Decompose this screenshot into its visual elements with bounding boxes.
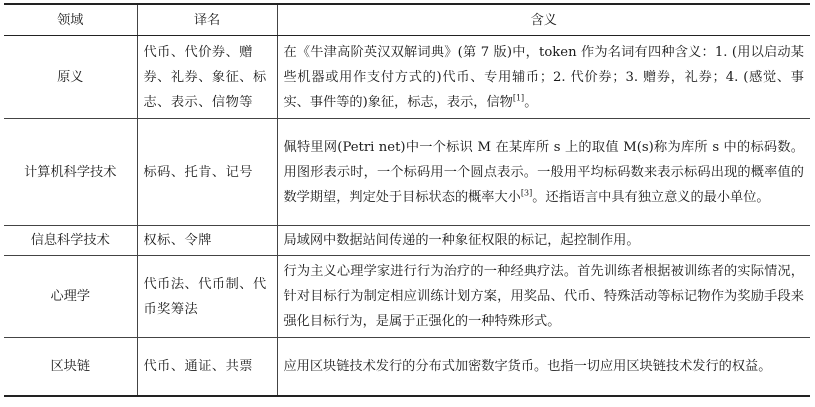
header-translation: 译名 <box>137 4 277 36</box>
table-row <box>4 226 810 256</box>
meaning-cell <box>277 256 810 338</box>
meaning-text-tail: 。还指语言中具有独立意义的最小单位。 <box>532 189 770 205</box>
field-cell: 心理学 <box>4 256 137 338</box>
meaning-cell <box>277 36 810 119</box>
meaning-text: 局域网中数据站间传递的一种象征权限的标记，起控制作用。 <box>283 233 640 248</box>
field-cell: 原义 <box>4 36 137 119</box>
field-cell: 计算机科学技术 <box>4 119 137 226</box>
translation-cell: 代币法、代币制、代币奖筹法 <box>137 256 277 338</box>
meaning-text: 应用区块链技术发行的分布式加密数字货币。也指一切应用区块链技术发行的权益。 <box>283 358 772 374</box>
meaning-text-tail: 。 <box>524 94 538 110</box>
citation-ref: [1] <box>512 93 525 103</box>
translation-cell: 代币、代价券、赠券、礼券、象征、标志、表示、信物等 <box>137 36 277 119</box>
translation-cell: 标码、托肯、记号 <box>137 119 277 226</box>
field-cell: 信息科学技术 <box>4 226 137 256</box>
table-row <box>4 256 810 338</box>
meaning-cell <box>277 119 810 226</box>
table-row <box>4 36 810 119</box>
meaning-cell <box>277 226 810 256</box>
table-row <box>4 119 810 226</box>
table-row <box>4 338 810 396</box>
translation-cell: 代币、通证、共票 <box>137 338 277 396</box>
field-cell: 区块链 <box>4 338 137 396</box>
meaning-text: 行为主义心理学家进行行为治疗的一种经典疗法。首先训练者根据被训练者的实际情况，针对目标行为制定相应训练计划方案，用奖品、代币、特殊活动等标记物作为奖励手段来强化目标行为，是属于正强化的一种特殊形式。 <box>283 264 804 329</box>
citation-ref: [3] <box>520 188 533 198</box>
meaning-cell <box>277 338 810 396</box>
meaning-text: 在《牛津高阶英汉双解词典》(第 7 版)中，token 作为名词有四种含义：1. (用以启动某些机器或用作支付方式的)代币、专用辅币；2. 代价券；3. 赠券，礼券；4. (感觉、事实、事件等的)象征，标志，表示，信物 <box>283 44 804 110</box>
header-field: 领域 <box>4 4 137 36</box>
meaning-text: 佩特里网(Petri net)中一个标识 M 在某库所 s 上的取值 M(s)称为库所 s 中的标码数。用图形表示时，一个标码用一个圆点表示。一般用平均标码数来表示标码出现的概率值的数学期望，判定处于目标状态的概率大小 <box>283 139 804 205</box>
translation-cell: 权标、令牌 <box>137 226 277 256</box>
table-header-row <box>4 4 810 36</box>
token-definition-table <box>4 3 810 397</box>
header-meaning: 含义 <box>277 4 810 36</box>
